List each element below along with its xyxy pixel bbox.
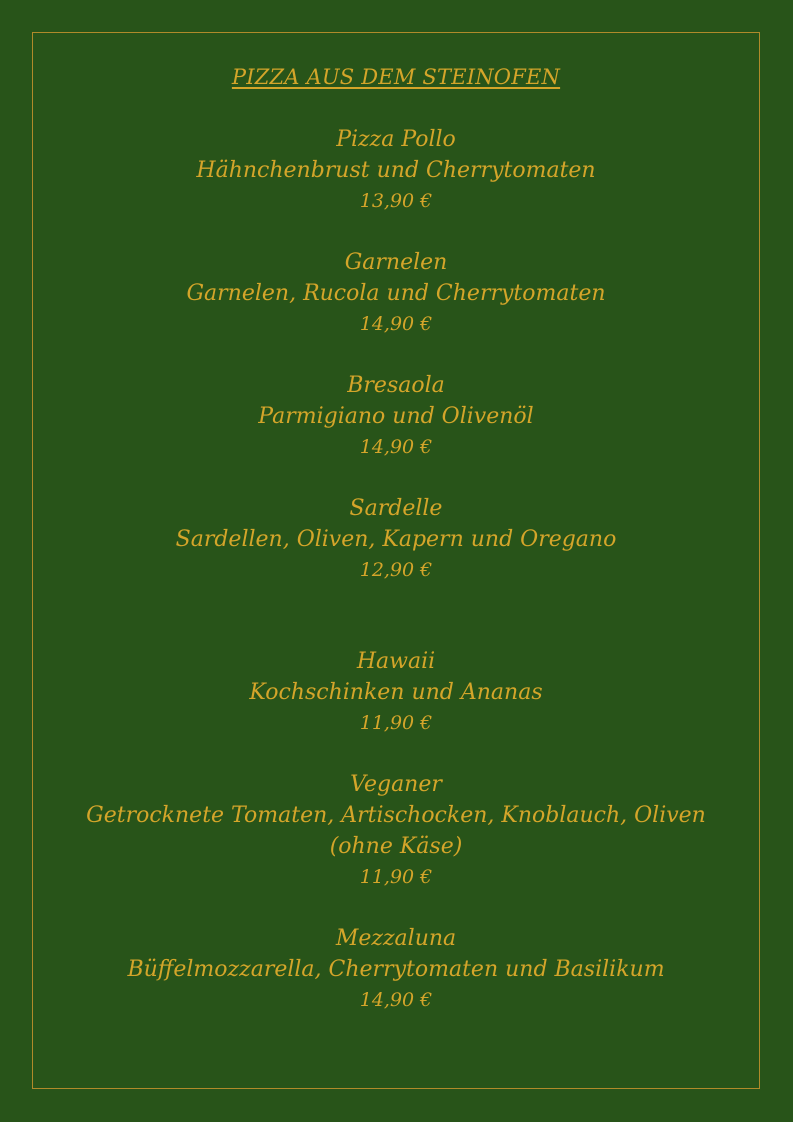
menu-item-price: 13,90 € <box>359 190 433 212</box>
menu-item-garnelen <box>32 247 760 340</box>
item-spacer <box>32 586 760 646</box>
menu-item-name: Veganer <box>350 772 442 797</box>
menu-item-price: 11,90 € <box>359 866 433 888</box>
menu-item-price: 14,90 € <box>359 313 433 335</box>
menu-item-price: 14,90 € <box>359 989 433 1011</box>
menu-item-name: Bresaola <box>347 373 445 398</box>
menu-item-note: (ohne Käse) <box>329 834 463 859</box>
menu-item-veganer <box>32 769 760 893</box>
menu-item-name: Sardelle <box>349 496 443 521</box>
menu-item-description: Parmigiano und Olivenöl <box>258 404 534 429</box>
menu-item-price: 12,90 € <box>359 559 433 581</box>
menu-item-name: Mezzaluna <box>335 926 457 951</box>
item-spacer <box>32 893 760 923</box>
menu-item-mezzaluna <box>32 923 760 1016</box>
menu-item-pizza-pollo <box>32 124 760 217</box>
menu-item-hawaii <box>32 646 760 739</box>
menu-item-price: 14,90 € <box>359 436 433 458</box>
item-spacer <box>32 739 760 769</box>
menu-item-name: Pizza Pollo <box>336 127 456 152</box>
item-spacer <box>32 340 760 370</box>
menu-item-sardelle <box>32 493 760 586</box>
menu-item-description: Sardellen, Oliven, Kapern und Oregano <box>175 527 617 552</box>
menu-item-price: 11,90 € <box>359 712 433 734</box>
menu-item-name: Hawaii <box>356 649 436 674</box>
item-spacer <box>32 463 760 493</box>
menu-item-bresaola <box>32 370 760 463</box>
menu-title: PIZZA AUS DEM STEINOFEN <box>231 65 561 89</box>
menu-item-description: Kochschinken und Ananas <box>249 680 543 705</box>
item-spacer <box>32 217 760 247</box>
menu-item-description: Büffelmozzarella, Cherrytomaten und Basilikum <box>127 957 665 982</box>
menu-item-description: Getrocknete Tomaten, Artischocken, Knoblauch, Oliven <box>86 803 706 828</box>
menu-page <box>32 62 760 1016</box>
menu-item-description: Hähnchenbrust und Cherrytomaten <box>196 158 596 183</box>
menu-item-name: Garnelen <box>344 250 448 275</box>
menu-item-description: Garnelen, Rucola und Cherrytomaten <box>186 281 606 306</box>
